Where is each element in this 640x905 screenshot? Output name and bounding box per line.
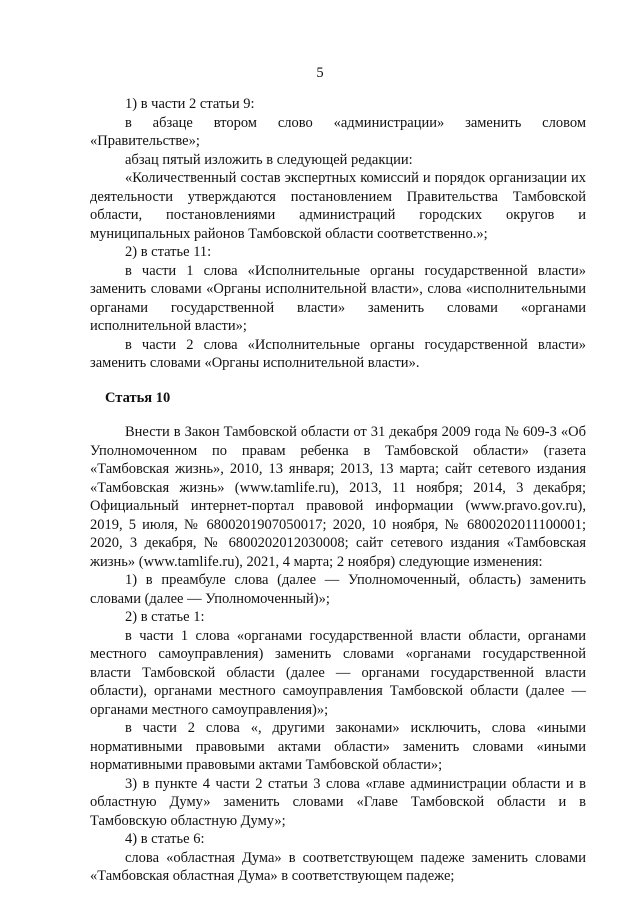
paragraph: «Количественный состав экспертных комиссий и порядок организации их деятельности утверждаются постановлением Правительства Тамбовской области, постановлениями администраций городских округов и муниципальных районов Тамбовской области соответственно.»; [90,170,586,242]
paragraph: 1) в части 2 статьи 9: [125,96,255,112]
paragraph: 2) в статье 1: [125,609,205,625]
paragraph: в части 1 слова «органами государственной власти области, органами местного самоуправления) заменить словами «органами государственной власти Тамбовской области (далее — органами государственной власти области), органами местного самоуправления Тамбовской области (далее — органами местного самоуправления)»; [90,627,586,718]
paragraph: слова «областная Дума» в соответствующем падеже заменить словами «Тамбовская областная Дума» в соответствующем падеже; [90,849,586,884]
paragraph: Внести в Закон Тамбовской области от 31 декабря 2009 года № 609-З «Об Уполномоченном по правам ребенка в Тамбовской области» (газета «Тамбовская жизнь», 2010, 13 января; 2013, 13 марта; сайт сетевого издания «Тамбовская жизнь» (www.tamlife.ru), 2013, 11 ноября; 2014, 3 декабря; Официальный интернет-портал правовой информации (www.pravo.gov.ru), 2019, 5 июля, № 6800201907050017; 2020, 10 ноября, № 6800202011100001; 2020, 3 декабря, № 6800202012030008; сайт сетевого издания «Тамбовская жизнь» (www.tamlife.ru), 2021, 4 марта; 2 ноября) следующие изменения: [90,424,586,570]
document-body [90,95,586,886]
paragraph: 2) в статье 11: [125,244,212,260]
paragraph: абзац пятый изложить в следующей редакции: [125,151,413,168]
paragraph: в части 2 слова «Исполнительные органы государственной власти» заменить словами «Органы исполнительной власти». [90,336,586,371]
paragraph: 1) в преамбуле слова (далее — Уполномоченный, область) заменить словами (далее — Уполномоченный)»; [90,572,586,607]
page-number: 5 [316,65,324,81]
paragraph: в части 2 слова «, другими законами» исключить, слова «иными нормативными правовыми актами области» заменить словами «иными нормативными правовыми актами Тамбовской области»; [90,720,586,773]
paragraph: 3) в пункте 4 части 2 статьи 3 слова «главе администрации области и в областную Думу» заменить словами «Главе Тамбовской области и в Тамбовскую областную Думу»; [90,775,586,829]
paragraph: в абзаце втором слово «администрации» заменить словом «Правительстве»; [90,114,586,149]
paragraph: в части 1 слова «Исполнительные органы государственной власти» заменить словами «Органы исполнительной власти», слова «исполнительными органами государственной власти» заменить словами «органами исполнительной власти»; [90,262,586,334]
paragraph: 4) в статье 6: [125,831,205,847]
article-title: Статья 10 [105,389,171,406]
